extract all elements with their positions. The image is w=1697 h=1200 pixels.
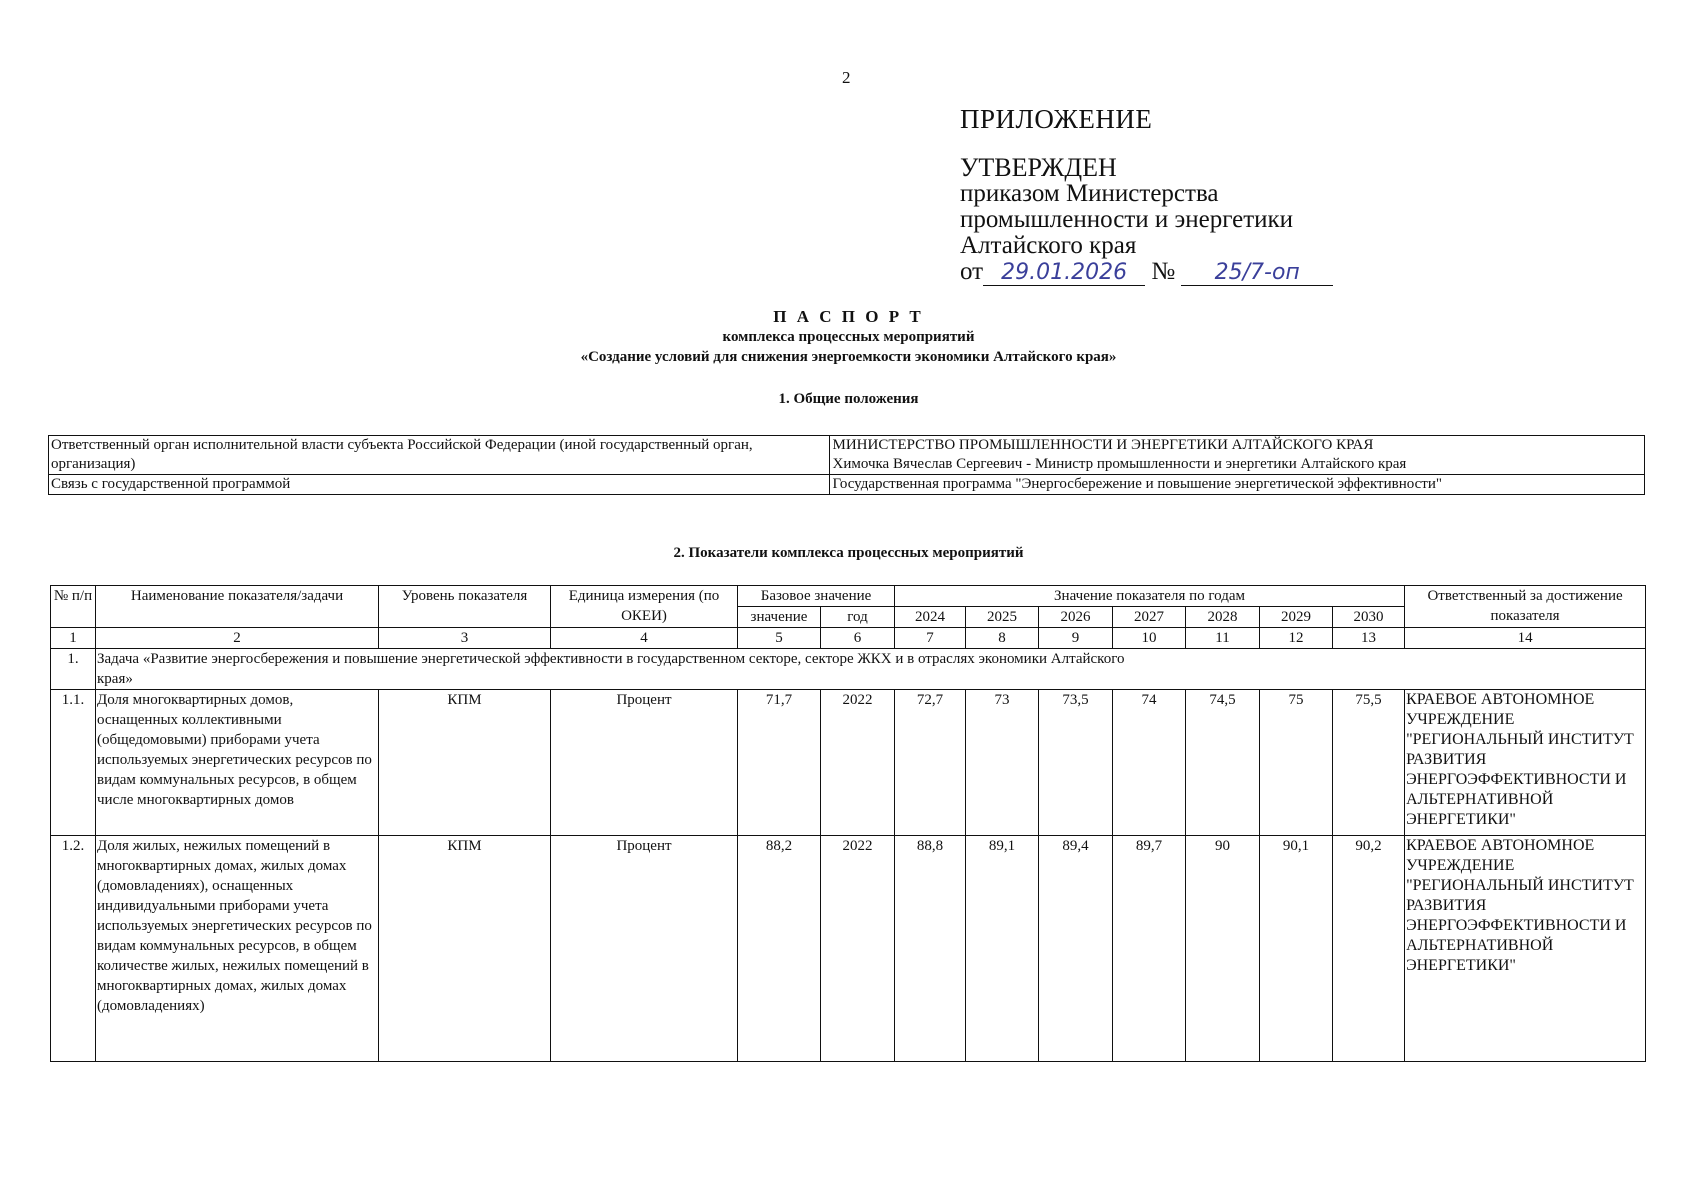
column-number: 3	[379, 628, 551, 649]
order-line	[960, 259, 1333, 286]
table-row	[51, 690, 1646, 836]
header-year: 2025	[966, 607, 1039, 628]
general-label-program: Связь с государственной программой	[49, 475, 830, 495]
column-number: 5	[738, 628, 821, 649]
year-value: 89,1	[966, 836, 1039, 1062]
header-year: 2029	[1260, 607, 1333, 628]
passport-title: П А С П О Р Т	[773, 307, 924, 326]
general-label-responsible: Ответственный орган исполнительной власти субъекта Российской Федерации (иной государственный орган, организация)	[49, 436, 830, 475]
indicator-name: Доля многоквартирных домов, оснащенных коллективными (общедомовыми) приборами учета используемых энергетических ресурсов по видам коммунальных ресурсов, в общем числе многоквартирных домов	[96, 690, 379, 836]
responsible-organization: КРАЕВОЕ АВТОНОМНОЕ УЧРЕЖДЕНИЕ "РЕГИОНАЛЬНЫЙ ИНСТИТУТ РАЗВИТИЯ ЭНЕРГОЭФФЕКТИВНОСТИ И АЛЬТЕРНАТИВНОЙ ЭНЕРГЕТИКИ"	[1405, 690, 1646, 836]
year-value: 90,2	[1333, 836, 1405, 1062]
base-value: 71,7	[738, 690, 821, 836]
number-prefix: №	[1151, 258, 1176, 285]
header-base-value: значение	[738, 607, 821, 628]
indicator-level: КПМ	[379, 690, 551, 836]
column-number: 11	[1186, 628, 1260, 649]
column-number: 9	[1039, 628, 1113, 649]
table-row	[49, 436, 1645, 475]
approval-line-1: приказом Министерства	[960, 180, 1219, 207]
responsible-organization: КРАЕВОЕ АВТОНОМНОЕ УЧРЕЖДЕНИЕ "РЕГИОНАЛЬНЫЙ ИНСТИТУТ РАЗВИТИЯ ЭНЕРГОЭФФЕКТИВНОСТИ И АЛЬТЕРНАТИВНОЙ ЭНЕРГЕТИКИ"	[1405, 836, 1646, 1062]
general-value-responsible	[830, 436, 1645, 475]
header-base-year: год	[821, 607, 895, 628]
base-year: 2022	[821, 836, 895, 1062]
header-name: Наименование показателя/задачи	[96, 586, 379, 628]
column-number: 13	[1333, 628, 1405, 649]
year-value: 90	[1186, 836, 1260, 1062]
year-value: 73,5	[1039, 690, 1113, 836]
year-value: 74	[1113, 690, 1186, 836]
indicator-name: Доля жилых, нежилых помещений в многоквартирных домах, жилых домах (домовладениях), оснащенных индивидуальными приборами учета используемых энергетических ресурсов по видам коммунальных ресурсов, в общем количестве жилых, нежилых помещений в многоквартирных домах, жилых домах (домовладениях)	[96, 836, 379, 1062]
year-value: 72,7	[895, 690, 966, 836]
column-number: 4	[551, 628, 738, 649]
year-value: 73	[966, 690, 1039, 836]
year-value: 75	[1260, 690, 1333, 836]
column-number: 12	[1260, 628, 1333, 649]
year-value: 74,5	[1186, 690, 1260, 836]
table-row	[51, 836, 1646, 1062]
year-value: 90,1	[1260, 836, 1333, 1062]
handwritten-date: 29.01.2026	[983, 261, 1145, 286]
task-text: Задача «Развитие энергосбережения и повышение энергетической эффективности в государственном секторе, секторе ЖКХ и в отраслях экономики Алтайского края»	[96, 649, 1646, 690]
year-value: 88,8	[895, 836, 966, 1062]
responsible-authority: МИНИСТЕРСТВО ПРОМЫШЛЕННОСТИ И ЭНЕРГЕТИКИ АЛТАЙСКОГО КРАЯ	[832, 437, 1374, 453]
header-year: 2026	[1039, 607, 1113, 628]
column-number: 2	[96, 628, 379, 649]
header-year: 2024	[895, 607, 966, 628]
section-2-title: 2. Показатели комплекса процессных мероприятий	[673, 545, 1024, 561]
passport-subtitle: комплекса процессных мероприятий	[722, 329, 975, 345]
approval-line-3: Алтайского края	[960, 232, 1137, 259]
general-value-program: Государственная программа "Энергосбережение и повышение энергетической эффективности"	[830, 475, 1645, 495]
column-number-row	[51, 628, 1646, 649]
handwritten-order-number: 25/7-оп	[1181, 261, 1333, 286]
column-number: 6	[821, 628, 895, 649]
base-value: 88,2	[738, 836, 821, 1062]
column-number: 10	[1113, 628, 1186, 649]
approval-block	[960, 155, 1333, 286]
column-number: 7	[895, 628, 966, 649]
approval-title: УТВЕРЖДЕН	[960, 153, 1117, 182]
header-year: 2028	[1186, 607, 1260, 628]
year-value: 89,7	[1113, 836, 1186, 1062]
column-number: 14	[1405, 628, 1646, 649]
approval-line-2: промышленности и энергетики	[960, 206, 1294, 233]
header-unit: Единица измерения (по ОКЕИ)	[551, 586, 738, 628]
appendix-heading: ПРИЛОЖЕНИЕ	[960, 104, 1153, 134]
task-num: 1.	[51, 649, 96, 690]
date-prefix: от	[960, 258, 984, 285]
indicators-table	[50, 585, 1646, 1062]
header-responsible: Ответственный за достижение показателя	[1405, 586, 1646, 628]
row-num: 1.1.	[51, 690, 96, 836]
indicator-unit: Процент	[551, 836, 738, 1062]
header-year: 2030	[1333, 607, 1405, 628]
header-level: Уровень показателя	[379, 586, 551, 628]
base-year: 2022	[821, 690, 895, 836]
column-number: 1	[51, 628, 96, 649]
header-base: Базовое значение	[738, 586, 895, 607]
section-1-title: 1. Общие положения	[778, 391, 919, 407]
header-row	[51, 586, 1646, 607]
header-by-years: Значение показателя по годам	[895, 586, 1405, 607]
year-value: 89,4	[1039, 836, 1113, 1062]
row-num: 1.2.	[51, 836, 96, 1062]
indicator-level: КПМ	[379, 836, 551, 1062]
header-num: № п/п	[51, 586, 96, 628]
responsible-person: Химочка Вячеслав Сергеевич - Министр промышленности и энергетики Алтайского края	[832, 456, 1407, 472]
column-number: 8	[966, 628, 1039, 649]
indicator-unit: Процент	[551, 690, 738, 836]
passport-name: «Создание условий для снижения энергоемкости экономики Алтайского края»	[580, 349, 1117, 365]
general-provisions-table	[48, 435, 1645, 495]
year-value: 75,5	[1333, 690, 1405, 836]
header-year: 2027	[1113, 607, 1186, 628]
table-row	[49, 475, 1645, 495]
task-row	[51, 649, 1646, 690]
page-number: 2	[842, 68, 851, 87]
